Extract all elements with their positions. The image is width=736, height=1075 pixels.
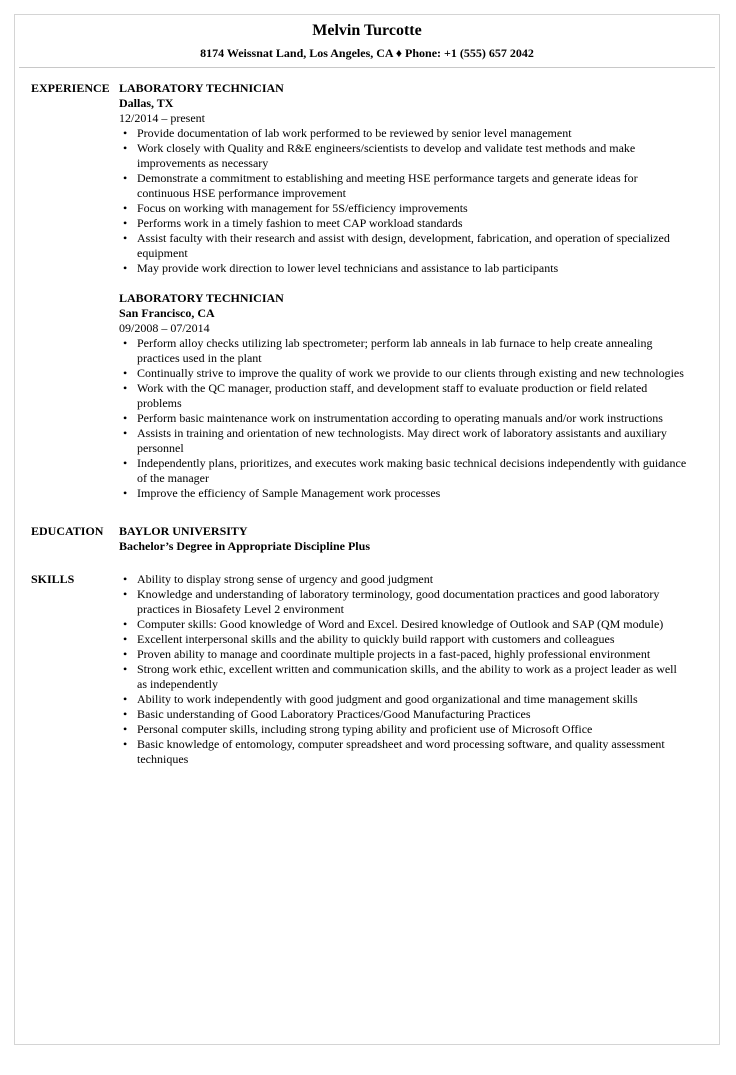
resume-header <box>15 15 719 61</box>
job-dates: 12/2014 – present <box>119 111 205 125</box>
skills-body <box>119 572 719 767</box>
list-item: • Perform basic maintenance work on instrumentation according to operating manuals and/or work instructions <box>137 411 689 426</box>
list-item: • May provide work direction to lower level technicians and assistance to lab participants <box>137 261 689 276</box>
skills-list <box>119 572 689 767</box>
job-duties-list <box>119 126 689 276</box>
list-item: • Knowledge and understanding of laboratory terminology, good documentation practices and good laboratory practices in Biosafety Level 2 environment <box>137 587 689 617</box>
resume-page <box>14 14 720 1045</box>
job-entry <box>119 81 689 276</box>
job-title: LABORATORY TECHNICIAN <box>119 291 284 305</box>
skills-section <box>15 572 719 767</box>
header-divider <box>19 67 715 68</box>
job-location: Dallas, TX <box>119 96 174 110</box>
education-label: EDUCATION <box>31 524 104 538</box>
list-item: • Basic understanding of Good Laboratory Practices/Good Manufacturing Practices <box>137 707 689 722</box>
list-item: • Assists in training and orientation of new technologists. May direct work of laboratory assistants and auxiliary personnel <box>137 426 689 456</box>
experience-section <box>15 81 719 501</box>
list-item: • Demonstrate a commitment to establishing and meeting HSE performance targets and generate ideas for continuous HSE performance improvement <box>137 171 689 201</box>
list-item: • Performs work in a timely fashion to meet CAP workload standards <box>137 216 689 231</box>
job-entry <box>119 291 689 501</box>
list-item: • Work closely with Quality and R&E engineers/scientists to develop and validate test methods and make improvements as necessary <box>137 141 689 171</box>
experience-label: EXPERIENCE <box>31 81 110 95</box>
list-item: • Ability to display strong sense of urgency and good judgment <box>137 572 689 587</box>
list-item: • Continually strive to improve the quality of work we provide to our clients through existing and new technologies <box>137 366 689 381</box>
job-location: San Francisco, CA <box>119 306 215 320</box>
list-item: • Computer skills: Good knowledge of Word and Excel. Desired knowledge of Outlook and SAP (QM module) <box>137 617 689 632</box>
education-body <box>119 524 719 554</box>
list-item: • Perform alloy checks utilizing lab spectrometer; perform lab anneals in lab furnace to help create annealing practices used in the plant <box>137 336 689 366</box>
job-title: LABORATORY TECHNICIAN <box>119 81 284 95</box>
list-item: • Independently plans, prioritizes, and executes work making basic technical decisions independently with guidance of the manager <box>137 456 689 486</box>
list-item: • Proven ability to manage and coordinate multiple projects in a fast-paced, highly professional environment <box>137 647 689 662</box>
list-item: • Personal computer skills, including strong typing ability and proficient use of Microsoft Office <box>137 722 689 737</box>
list-item: • Work with the QC manager, production staff, and development staff to evaluate production or field related problems <box>137 381 689 411</box>
applicant-name: Melvin Turcotte <box>312 22 422 39</box>
education-section <box>15 524 719 554</box>
list-item: • Assist faculty with their research and assist with design, development, fabrication, and operation of specialized equipment <box>137 231 689 261</box>
list-item: • Provide documentation of lab work performed to be reviewed by senior level management <box>137 126 689 141</box>
experience-body <box>119 81 719 501</box>
school-name: BAYLOR UNIVERSITY <box>119 524 248 538</box>
list-item: • Focus on working with management for 5S/efficiency improvements <box>137 201 689 216</box>
list-item: • Improve the efficiency of Sample Management work processes <box>137 486 689 501</box>
contact-line: 8174 Weissnat Land, Los Angeles, CA ♦ Phone: +1 (555) 657 2042 <box>200 46 534 60</box>
job-dates: 09/2008 – 07/2014 <box>119 321 210 335</box>
list-item: • Ability to work independently with good judgment and good organizational and time management skills <box>137 692 689 707</box>
skills-label: SKILLS <box>31 572 75 586</box>
job-duties-list <box>119 336 689 501</box>
list-item: • Excellent interpersonal skills and the ability to quickly build rapport with customers and colleagues <box>137 632 689 647</box>
list-item: • Strong work ethic, excellent written and communication skills, and the ability to work as a project leader as well as independently <box>137 662 689 692</box>
list-item: • Basic knowledge of entomology, computer spreadsheet and word processing software, and quality assessment techniques <box>137 737 689 767</box>
degree: Bachelor’s Degree in Appropriate Discipline Plus <box>119 539 370 553</box>
